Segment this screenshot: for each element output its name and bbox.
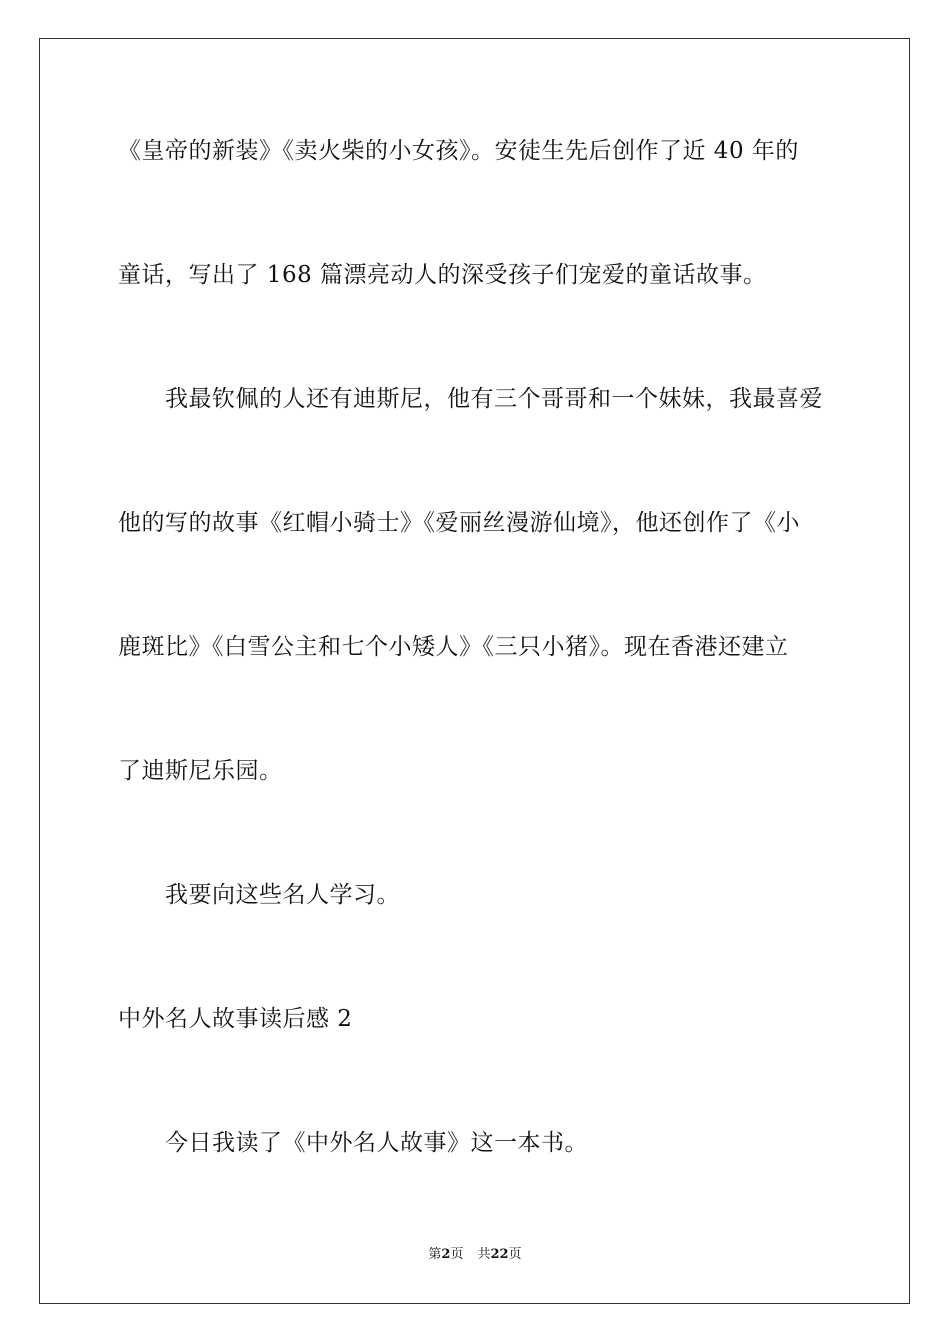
body-text-line: 童话，写出了 168 篇漂亮动人的深受孩子们宠爱的童话故事。: [118, 262, 767, 288]
page-label-prefix: 第: [428, 1247, 442, 1262]
body-text-line: 了迪斯尼乐园。: [118, 758, 283, 784]
page-footer: [0, 1246, 950, 1264]
page-label-suffix: 页: [450, 1247, 464, 1262]
paragraph-first-line: 我要向这些名人学习。: [165, 882, 400, 908]
paragraph-first-line: 我最钦佩的人还有迪斯尼，他有三个哥哥和一个妹妹，我最喜爱: [165, 386, 823, 412]
body-text-line: 鹿斑比》《白雪公主和七个小矮人》《三只小猪》。现在香港还建立: [118, 634, 789, 660]
current-page-number: 2: [441, 1247, 451, 1262]
body-text-line: 《皇帝的新装》《卖火柴的小女孩》。安徒生先后创作了近 40 年的: [118, 138, 799, 164]
total-label-suffix: 页: [508, 1247, 522, 1262]
body-text-line: 他的写的故事《红帽小骑士》《爱丽丝漫游仙境》，他还创作了《小: [118, 510, 800, 536]
section-heading: 中外名人故事读后感 2: [118, 1006, 353, 1032]
total-label-prefix: 共: [477, 1247, 491, 1262]
page-border: [39, 38, 910, 1304]
paragraph-first-line: 今日我读了《中外名人故事》这一本书。: [165, 1130, 588, 1156]
total-page-count: 22: [490, 1247, 509, 1262]
